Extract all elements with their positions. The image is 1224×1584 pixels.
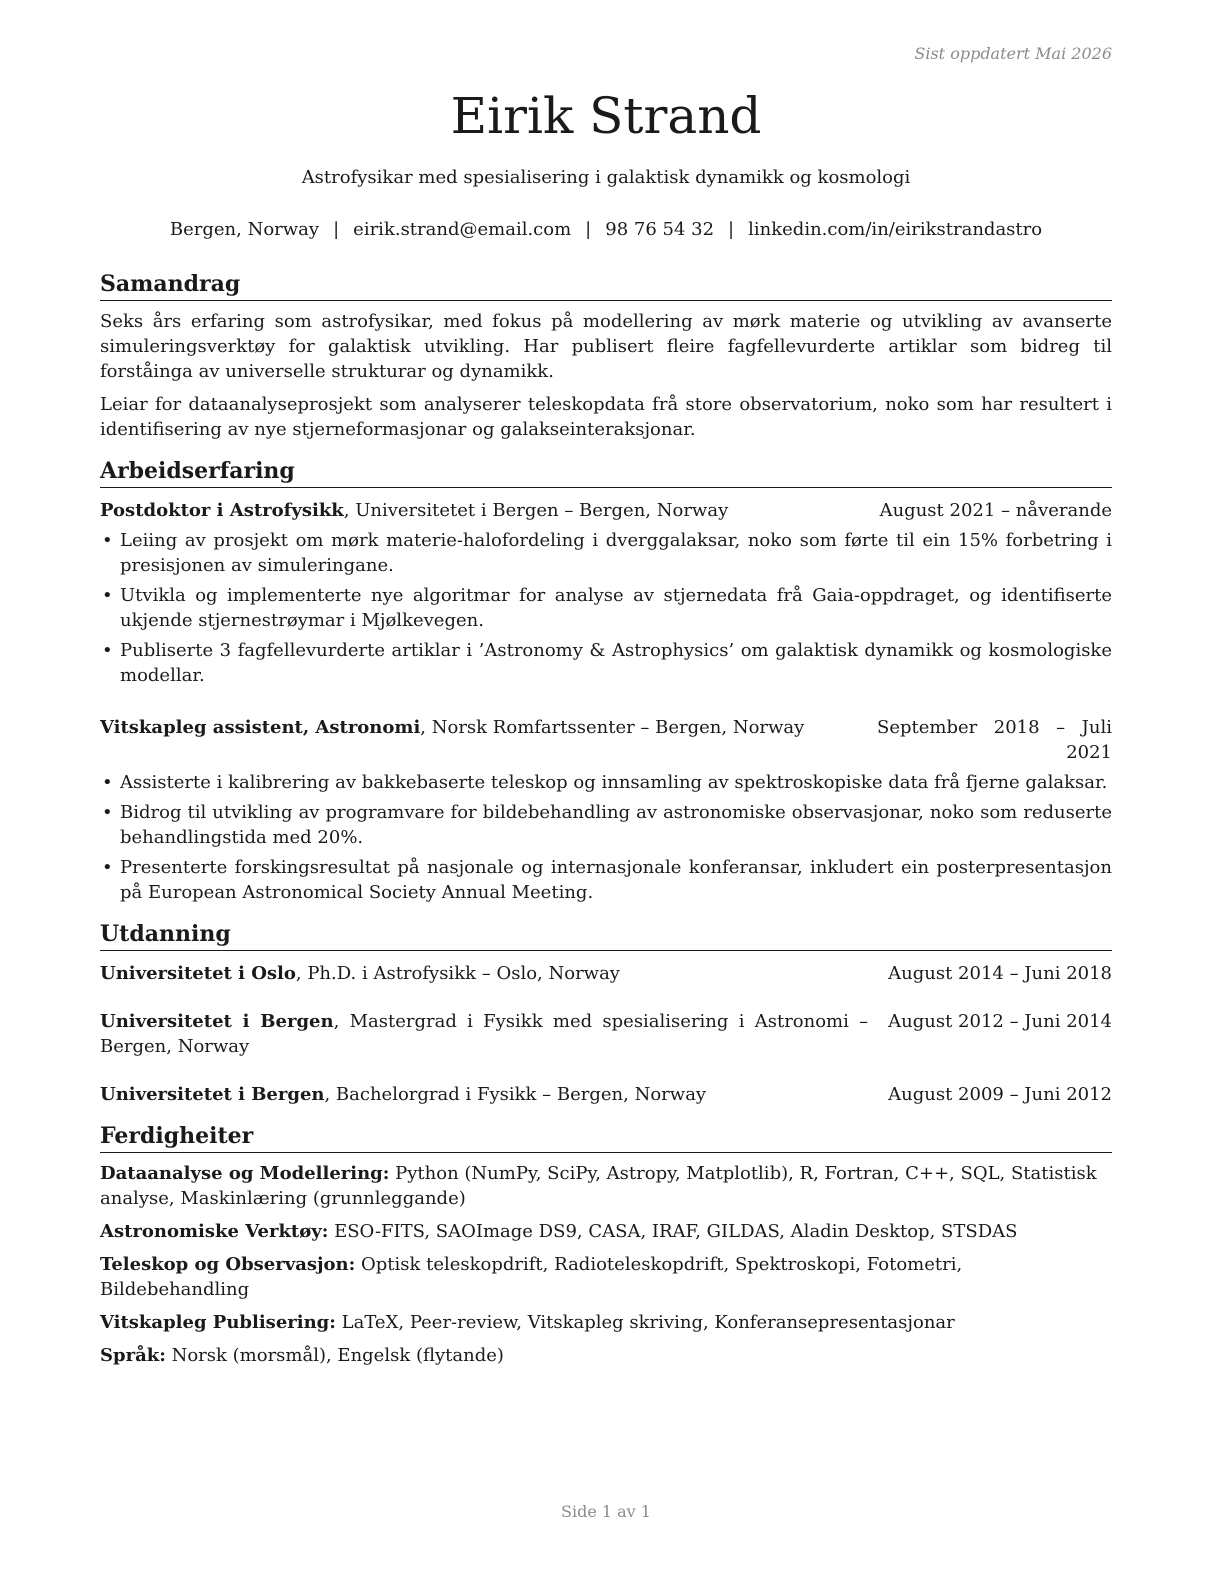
resume-body: [100, 269, 1112, 1368]
skill-item: [100, 1161, 1112, 1211]
page-number: Side 1 av 1: [561, 1502, 651, 1521]
job-bullet: • Publiserte 3 fagfellevurderte artiklar i ’Astronomy & Astrophysics’ om galaktisk dynamikk og kosmologiske modellar.: [100, 638, 1112, 688]
summary-section: [100, 269, 1112, 442]
job-bullets: [100, 528, 1112, 688]
skill-item: [100, 1343, 1112, 1368]
skill-value: ESO-FITS, SAOImage DS9, CASA, IRAF, GILDAS, Aladin Desktop, STSDAS: [328, 1221, 1018, 1242]
skill-value: Norsk (morsmål), Engelsk (flytande): [165, 1345, 504, 1366]
contact-separator: |: [585, 219, 592, 240]
section-title-education: Utdanning: [100, 919, 1112, 951]
job-bullet: • Utvikla og implementerte nye algoritmar for analyse av stjernedata frå Gaia-oppdraget, og identifiserte ukjende stjernestrøymar i Mjølkevegen.: [100, 583, 1112, 633]
skill-label: Astronomiske Verktøy:: [100, 1221, 329, 1242]
skill-value: LaTeX, Peer-review, Vitskapleg skriving, Konferansepresentasjonar: [335, 1312, 955, 1333]
job-dates: September 2018 – Juli 2021: [877, 717, 1112, 763]
last-updated: Sist oppdatert Mai 2026: [914, 44, 1112, 63]
contact-location: Bergen, Norway: [169, 219, 320, 240]
education-dates: August 2014 – Juni 2018: [888, 963, 1112, 984]
skill-item: [100, 1252, 1112, 1302]
summary-paragraph: Leiar for dataanalyseprosjekt som analyserer teleskopdata frå store observatorium, noko som har resultert i identifisering av nye stjerneformasjonar og galakseinteraksjonar.: [100, 394, 1112, 440]
contact-separator: |: [333, 219, 340, 240]
skill-item: [100, 1219, 1112, 1244]
person-subtitle: Astrofysikar med spesialisering i galaktisk dynamikk og kosmologi: [301, 167, 911, 188]
skill-label: Vitskapleg Publisering:: [100, 1312, 336, 1333]
skills-section: [100, 1121, 1112, 1368]
job-bullet: • Presenterte forskingsresultat på nasjonale og internasjonale konferansar, inkludert ein posterpresentasjon på European Astronomical Society Annual Meeting.: [100, 855, 1112, 905]
job-dates: August 2021 – nåverande: [879, 500, 1112, 521]
education-section: [100, 919, 1112, 1107]
job-role: Postdoktor i Astrofysikk: [100, 500, 344, 521]
education-dates: August 2009 – Juni 2012: [888, 1084, 1112, 1105]
job-bullet: • Bidrog til utvikling av programvare for bildebehandling av astronomiske observasjonar, noko som reduserte behandlingstida med 20%.: [100, 800, 1112, 850]
job-org: , Norsk Romfartssenter – Bergen, Norway: [420, 717, 805, 738]
education-detail: , Mastergrad i Fysikk med spesialisering i Astronomi – Bergen, Norway: [100, 1011, 869, 1057]
summary-paragraph: Seks års erfaring som astrofysikar, med fokus på modellering av mørk materie og utvikling av avanserte simuleringsverktøy for galaktisk utvikling. Har publisert fleire fagfellevurderte artiklar som bidreg til forståinga av universelle strukturar og dynamikk.: [100, 311, 1112, 382]
section-title-experience: Arbeidserfaring: [100, 456, 1112, 488]
education-school: Universitetet i Bergen: [100, 1011, 334, 1032]
experience-section: [100, 456, 1112, 905]
job-bullet: • Assisterte i kalibrering av bakkebaserte teleskop og innsamling av spektroskopiske data frå fjerne galaksar.: [100, 770, 1112, 795]
education-detail: , Ph.D. i Astrofysikk – Oslo, Norway: [295, 963, 620, 984]
education-school: Universitetet i Oslo: [100, 963, 296, 984]
education-dates: August 2012 – Juni 2014: [888, 1011, 1112, 1032]
resume-page: [100, 0, 1112, 1584]
education-item: [100, 961, 1112, 986]
education-detail: , Bachelorgrad i Fysikk – Bergen, Norway: [324, 1084, 707, 1105]
job-role: Vitskapleg assistent, Astronomi: [100, 717, 421, 738]
education-item: [100, 1009, 1112, 1059]
contact-email[interactable]: eirik.strand@email.com: [353, 219, 572, 240]
skill-label: Språk:: [100, 1345, 166, 1366]
skill-label: Dataanalyse og Modellering:: [100, 1163, 390, 1184]
skill-value: Optisk teleskopdrift, Radioteleskopdrift, Spektroskopi, Fotometri, Bildebehandling: [100, 1254, 963, 1300]
job-org: , Universitetet i Bergen – Bergen, Norway: [343, 500, 729, 521]
job-header: [100, 715, 1112, 765]
education-school: Universitetet i Bergen: [100, 1084, 325, 1105]
education-item: [100, 1082, 1112, 1107]
skill-item: [100, 1310, 1112, 1335]
contact-phone: 98 76 54 32: [605, 219, 715, 240]
skill-value: Python (NumPy, SciPy, Astropy, Matplotlib), R, Fortran, C++, SQL, Statistisk analyse, Maskinlæring (grunnleggande): [100, 1163, 1097, 1209]
job-bullet: • Leiing av prosjekt om mørk materie-halofordeling i dverggalaksar, noko som førte til ein 15% forbetring i presisjonen av simuleringane.: [100, 528, 1112, 578]
job-bullets: [100, 770, 1112, 905]
contact-separator: |: [728, 219, 735, 240]
section-title-skills: Ferdigheiter: [100, 1121, 1112, 1153]
skill-label: Teleskop og Observasjon:: [100, 1254, 356, 1275]
contact-line: [100, 219, 1112, 240]
section-title-summary: Samandrag: [100, 269, 1112, 301]
job-header: [100, 498, 1112, 523]
person-name: Eirik Strand: [450, 87, 762, 145]
contact-linkedin[interactable]: linkedin.com/in/eirikstrandastro: [748, 219, 1043, 240]
